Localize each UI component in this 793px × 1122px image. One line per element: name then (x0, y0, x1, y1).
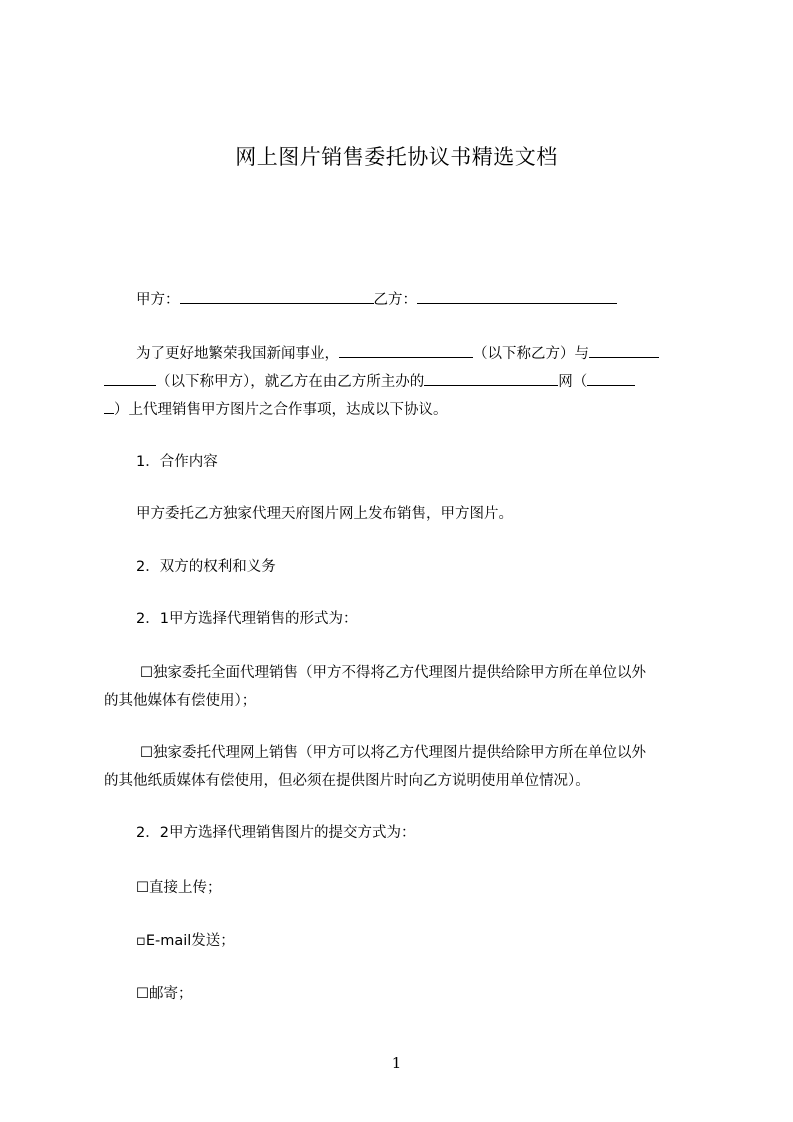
section-2-heading: 2．双方的权利和义务 (136, 559, 276, 575)
party-a-name-blank-2[interactable] (104, 371, 156, 386)
parties-line (136, 286, 617, 314)
option-full-agency-line-1[interactable]: ☐独家委托全面代理销售（甲方不得将乙方代理图片提供给除甲方所在单位以外 (140, 665, 646, 681)
intro-text-1: 为了更好地繁荣我国新闻事业， (136, 346, 339, 362)
option-online-agency-line-1[interactable]: ☐独家委托代理网上销售（甲方可以将乙方代理图片提供给除甲方所在单位以外 (140, 745, 646, 761)
section-2-1-heading: 2．1甲方选择代理销售的形式为： (136, 611, 358, 627)
section-2-2-heading: 2．2甲方选择代理销售图片的提交方式为： (136, 825, 416, 841)
section-1-body: 甲方委托乙方独家代理天府图片网上发布销售，甲方图片。 (136, 506, 513, 522)
party-a-name-blank-1[interactable] (589, 343, 659, 358)
party-a-label: 甲方： (136, 292, 180, 308)
party-a-blank[interactable] (180, 289, 374, 304)
intro-text-3: （以下称甲方），就乙方在由乙方所主办的 (156, 374, 425, 390)
intro-text-5: ）上代理销售甲方图片之合作事项，达成以下协议。 (114, 402, 448, 418)
website-url-blank-1[interactable] (587, 371, 635, 386)
intro-line-2 (104, 368, 635, 396)
organizer-blank[interactable] (339, 343, 473, 358)
submit-option-mail[interactable]: ☐邮寄； (136, 986, 193, 1002)
submit-option-email[interactable]: ▫E-mail发送； (136, 933, 235, 949)
document-title: 网上图片销售委托协议书精选文档 (235, 145, 558, 169)
option-online-agency-line-2: 的其他纸质媒体有偿使用，但必须在提供图片时向乙方说明使用单位情况）。 (104, 773, 590, 789)
page-number: 1 (391, 1054, 402, 1072)
party-b-label: 乙方： (373, 292, 417, 308)
option-full-agency-line-2: 的其他媒体有偿使用）； (104, 693, 257, 709)
submit-option-upload[interactable]: ☐直接上传； (136, 880, 222, 896)
website-blank[interactable] (424, 371, 558, 386)
intro-text-2: （以下称乙方）与 (473, 346, 589, 362)
section-1-heading: 1．合作内容 (136, 454, 218, 470)
intro-text-4: 网（ (558, 374, 588, 390)
website-url-blank-2[interactable] (104, 399, 114, 414)
party-b-blank[interactable] (417, 289, 617, 304)
intro-line-3 (104, 396, 448, 424)
intro-line-1 (136, 340, 659, 368)
